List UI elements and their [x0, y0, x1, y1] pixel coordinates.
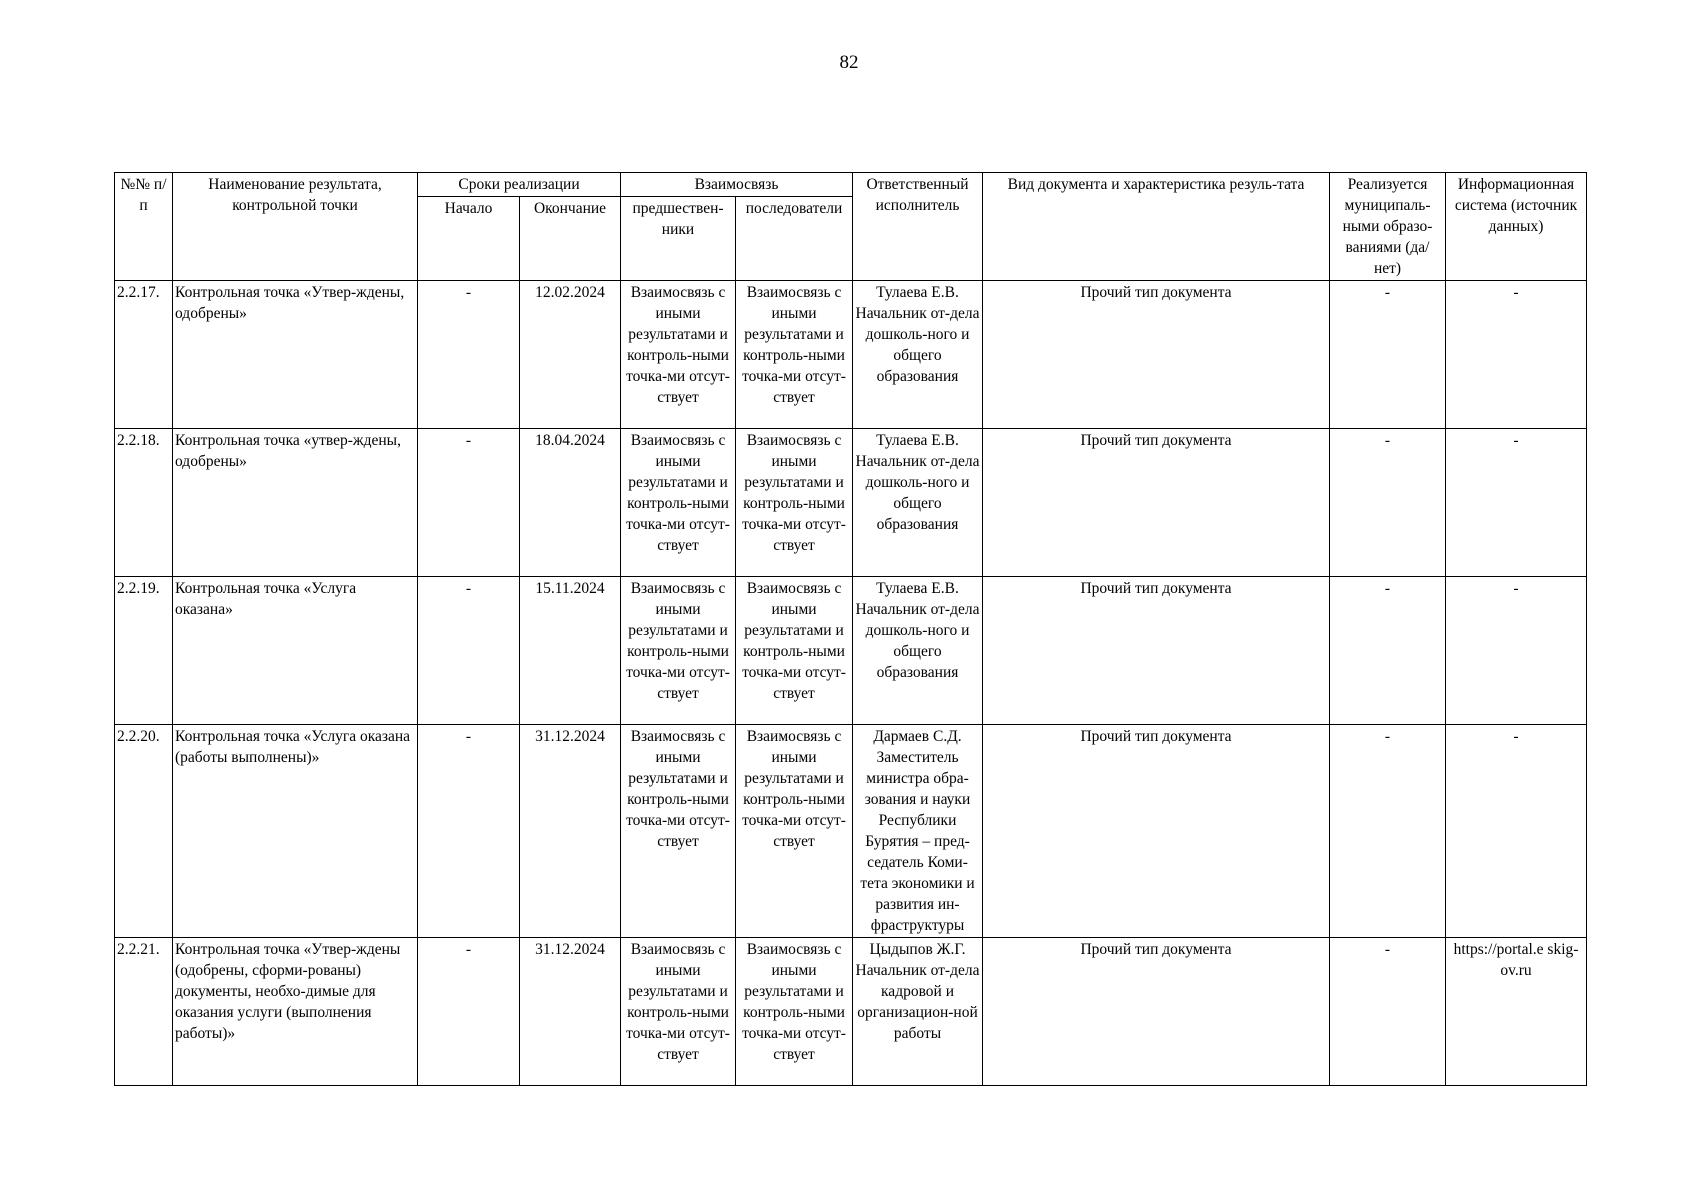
header-start: Начало — [418, 197, 520, 281]
table-row — [115, 281, 1587, 429]
row-end: 31.12.2024 — [520, 938, 621, 1086]
row-document: Прочий тип документа — [983, 725, 1330, 938]
row-predecessors: Взаимосвязь с иными результатами и контроль-ными точка-ми отсут-ствует — [621, 577, 736, 725]
row-end: 31.12.2024 — [520, 725, 621, 938]
row-municipal: - — [1330, 938, 1446, 1086]
row-document: Прочий тип документа — [983, 281, 1330, 429]
header-end: Окончание — [520, 197, 621, 281]
row-start: - — [418, 281, 520, 429]
header-document: Вид документа и характеристика резуль-тата — [983, 173, 1330, 281]
header-link: Взаимосвязь — [621, 173, 853, 197]
table-body — [115, 281, 1587, 1086]
row-responsible: Дармаев С.Д. Заместитель министра обра-зования и науки Республики Бурятия – пред-седатель Коми-тета экономики и развития ин-фраструктуры — [853, 725, 983, 938]
row-name: Контрольная точка «Утвер-ждены, одобрены» — [173, 281, 418, 429]
row-document: Прочий тип документа — [983, 577, 1330, 725]
row-info-system: - — [1446, 725, 1587, 938]
header-terms: Сроки реализации — [418, 173, 621, 197]
page-number: 82 — [839, 52, 859, 73]
row-start: - — [418, 577, 520, 725]
row-start: - — [418, 938, 520, 1086]
row-successors: Взаимосвязь с иными результатами и контроль-ными точка-ми отсут-ствует — [736, 938, 853, 1086]
row-responsible: Тулаева Е.В. Начальник от-дела дошколь-ного и общего образования — [853, 577, 983, 725]
row-start: - — [418, 725, 520, 938]
row-predecessors: Взаимосвязь с иными результатами и контроль-ными точка-ми отсут-ствует — [621, 938, 736, 1086]
row-responsible: Цыдыпов Ж.Г. Начальник от-дела кадровой и организацион-ной работы — [853, 938, 983, 1086]
row-end: 12.02.2024 — [520, 281, 621, 429]
row-info-system: - — [1446, 577, 1587, 725]
table-row — [115, 725, 1587, 938]
row-predecessors: Взаимосвязь с иными результатами и контроль-ными точка-ми отсут-ствует — [621, 429, 736, 577]
row-responsible: Тулаева Е.В. Начальник от-дела дошколь-ного и общего образования — [853, 429, 983, 577]
table-row — [115, 938, 1587, 1086]
row-end: 18.04.2024 — [520, 429, 621, 577]
row-num: 2.2.17. — [115, 281, 173, 429]
row-end: 15.11.2024 — [520, 577, 621, 725]
header-successors: последователи — [736, 197, 853, 281]
row-name: Контрольная точка «Услуга оказана (работы выполнены)» — [173, 725, 418, 938]
plan-table — [114, 172, 1587, 1086]
row-municipal: - — [1330, 281, 1446, 429]
header-name: Наименование результата, контрольной точки — [173, 173, 418, 281]
row-successors: Взаимосвязь с иными результатами и контроль-ными точка-ми отсут-ствует — [736, 725, 853, 938]
header-info-system: Информационная система (источник данных) — [1446, 173, 1587, 281]
header-num: №№ п/п — [115, 173, 173, 281]
row-responsible: Тулаева Е.В. Начальник от-дела дошколь-ного и общего образования — [853, 281, 983, 429]
row-successors: Взаимосвязь с иными результатами и контроль-ными точка-ми отсут-ствует — [736, 577, 853, 725]
row-num: 2.2.21. — [115, 938, 173, 1086]
row-num: 2.2.20. — [115, 725, 173, 938]
row-successors: Взаимосвязь с иными результатами и контроль-ными точка-ми отсут-ствует — [736, 429, 853, 577]
header-municipal: Реализуется муниципаль-ными образо-ваниями (да/нет) — [1330, 173, 1446, 281]
row-num: 2.2.18. — [115, 429, 173, 577]
table-row — [115, 429, 1587, 577]
row-start: - — [418, 429, 520, 577]
header-predecessors: предшествен-ники — [621, 197, 736, 281]
row-name: Контрольная точка «утвер-ждены, одобрены» — [173, 429, 418, 577]
row-name: Контрольная точка «Утвер-ждены (одобрены, сформи-рованы) документы, необхо-димые для оказания услуги (выполнения работы)» — [173, 938, 418, 1086]
row-name: Контрольная точка «Услуга оказана» — [173, 577, 418, 725]
row-info-system: - — [1446, 429, 1587, 577]
row-info-system: https://portal.e skig-ov.ru — [1446, 938, 1587, 1086]
row-municipal: - — [1330, 577, 1446, 725]
row-predecessors: Взаимосвязь с иными результатами и контроль-ными точка-ми отсут-ствует — [621, 281, 736, 429]
row-num: 2.2.19. — [115, 577, 173, 725]
row-predecessors: Взаимосвязь с иными результатами и контроль-ными точка-ми отсут-ствует — [621, 725, 736, 938]
row-municipal: - — [1330, 429, 1446, 577]
table-header — [115, 173, 1587, 281]
row-info-system: - — [1446, 281, 1587, 429]
row-successors: Взаимосвязь с иными результатами и контроль-ными точка-ми отсут-ствует — [736, 281, 853, 429]
row-document: Прочий тип документа — [983, 429, 1330, 577]
header-responsible: Ответственный исполнитель — [853, 173, 983, 281]
row-municipal: - — [1330, 725, 1446, 938]
row-document: Прочий тип документа — [983, 938, 1330, 1086]
table-row — [115, 577, 1587, 725]
